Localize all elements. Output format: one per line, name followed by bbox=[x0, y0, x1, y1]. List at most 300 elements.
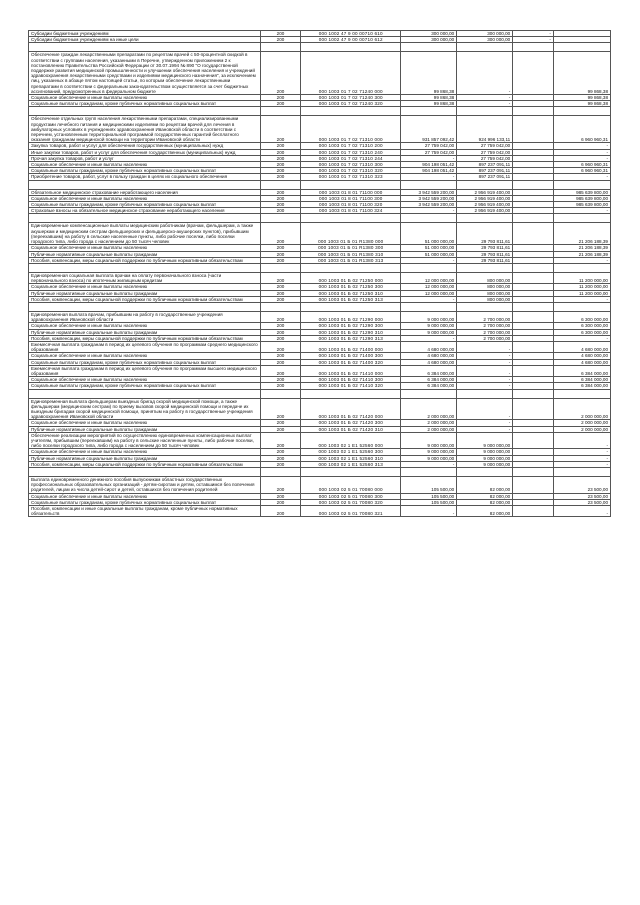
row-approved-cell: 4 680 000,00 bbox=[401, 341, 457, 352]
row-admin-code-cell bbox=[260, 468, 301, 477]
row-executed-cell: - bbox=[457, 359, 513, 365]
row-remaining-cell: 6 300 000,00 bbox=[553, 323, 610, 329]
table-row bbox=[29, 43, 611, 52]
row-admin-code-cell bbox=[260, 214, 301, 223]
table-row bbox=[29, 432, 611, 449]
row-extra-cell bbox=[513, 263, 554, 272]
table-row bbox=[29, 116, 611, 143]
row-approved-cell: 3 942 559 200,00 bbox=[401, 189, 457, 195]
row-approved-cell: 12 000 000,00 bbox=[401, 284, 457, 290]
row-approved-cell bbox=[401, 389, 457, 398]
row-budget-code-cell: 000 1003 01 7 02 71240 000 bbox=[301, 52, 401, 95]
row-name-cell: Ежемесячная выплата гражданам в период их целевого обучения по программам среднего медицинского образования bbox=[29, 341, 261, 352]
row-remaining-cell: - bbox=[553, 449, 610, 455]
row-name-cell: Пособия, компенсации, меры социальной поддержки по публичным нормативным обязательствам bbox=[29, 335, 261, 341]
table-row bbox=[29, 272, 611, 283]
row-budget-code-cell: 000 1003 01 Б 02 71290 313 bbox=[301, 335, 401, 341]
row-budget-code-cell: 000 1003 01 Б 02 71420 000 bbox=[301, 398, 401, 420]
row-name-cell: Социальное обеспечение и иные выплаты населению bbox=[29, 323, 261, 329]
row-admin-code-cell: 200 bbox=[260, 449, 301, 455]
row-admin-code-cell: 200 bbox=[260, 149, 301, 155]
row-name-cell: Социальные выплаты гражданам, кроме публичных нормативных социальных выплат bbox=[29, 168, 261, 174]
table-row bbox=[29, 468, 611, 477]
row-approved-cell: 4 680 000,00 bbox=[401, 359, 457, 365]
row-extra-cell bbox=[513, 389, 554, 398]
row-name-cell bbox=[29, 389, 261, 398]
row-admin-code-cell: 200 bbox=[260, 101, 301, 107]
row-approved-cell: 99 868,38 bbox=[401, 52, 457, 95]
table-row bbox=[29, 341, 611, 352]
row-approved-cell: 9 000 000,00 bbox=[401, 323, 457, 329]
row-budget-code-cell bbox=[301, 43, 401, 52]
row-approved-cell: - bbox=[401, 257, 457, 263]
row-executed-cell: 2 956 919 400,00 bbox=[457, 189, 513, 195]
row-approved-cell: 2 000 000,00 bbox=[401, 398, 457, 420]
row-executed-cell: - bbox=[457, 365, 513, 376]
row-name-cell: Социальное обеспечение и иные выплаты населению bbox=[29, 353, 261, 359]
table-row bbox=[29, 107, 611, 116]
row-executed-cell bbox=[457, 263, 513, 272]
row-executed-cell: 300 000,00 bbox=[457, 31, 513, 37]
row-approved-cell: 105 500,00 bbox=[401, 499, 457, 505]
row-executed-cell: 2 700 000,00 bbox=[457, 335, 513, 341]
row-admin-code-cell: 200 bbox=[260, 323, 301, 329]
row-name-cell: Социальное обеспечение и иные выплаты населению bbox=[29, 162, 261, 168]
row-name-cell bbox=[29, 302, 261, 311]
row-extra-cell bbox=[513, 311, 554, 322]
row-budget-code-cell: 000 1003 01 7 02 71310 323 bbox=[301, 174, 401, 180]
row-executed-cell: 9 000 000,00 bbox=[457, 461, 513, 467]
row-approved-cell: 3 942 559 200,00 bbox=[401, 195, 457, 201]
row-approved-cell: 2 000 000,00 bbox=[401, 426, 457, 432]
row-budget-code-cell: 000 1003 01 Б 02 71420 300 bbox=[301, 420, 401, 426]
row-admin-code-cell: 200 bbox=[260, 284, 301, 290]
row-extra-cell bbox=[513, 365, 554, 376]
row-remaining-cell: 6 300 000,00 bbox=[553, 311, 610, 322]
row-remaining-cell: - bbox=[553, 296, 610, 302]
row-budget-code-cell: 000 1003 01 Б 02 71400 000 bbox=[301, 341, 401, 352]
row-executed-cell: 82 000,00 bbox=[457, 493, 513, 499]
row-remaining-cell bbox=[553, 302, 610, 311]
row-admin-code-cell: 200 bbox=[260, 377, 301, 383]
row-budget-code-cell: 000 1003 01 Б 02 71250 300 bbox=[301, 284, 401, 290]
row-approved-cell: 99 868,38 bbox=[401, 95, 457, 101]
row-name-cell: Социальное обеспечение и иные выплаты населению bbox=[29, 195, 261, 201]
row-budget-code-cell: 000 1003 01 Б 02 71250 000 bbox=[301, 272, 401, 283]
row-budget-code-cell: 000 1003 01 Б 02 71290 000 bbox=[301, 311, 401, 322]
row-executed-cell: - bbox=[457, 353, 513, 359]
row-admin-code-cell: 200 bbox=[260, 461, 301, 467]
row-remaining-cell: - bbox=[553, 335, 610, 341]
row-admin-code-cell: 200 bbox=[260, 189, 301, 195]
row-name-cell: Публичные нормативные социальные выплаты гражданам bbox=[29, 329, 261, 335]
row-name-cell: Публичные нормативные социальные выплаты гражданам bbox=[29, 426, 261, 432]
row-executed-cell: 27 759 042,00 bbox=[457, 155, 513, 161]
row-admin-code-cell: 200 bbox=[260, 426, 301, 432]
row-remaining-cell: 6 960 960,31 bbox=[553, 168, 610, 174]
row-admin-code-cell bbox=[260, 263, 301, 272]
table-row bbox=[29, 223, 611, 245]
row-budget-code-cell bbox=[301, 107, 401, 116]
row-admin-code-cell: 200 bbox=[260, 251, 301, 257]
row-budget-code-cell: 000 1003 01 7 02 71310 200 bbox=[301, 143, 401, 149]
table-row bbox=[29, 263, 611, 272]
budget-table-body bbox=[29, 31, 611, 517]
row-remaining-cell bbox=[553, 263, 610, 272]
row-name-cell: Социальные выплаты гражданам, кроме публичных нормативных социальных выплат bbox=[29, 359, 261, 365]
row-executed-cell: 27 759 042,00 bbox=[457, 143, 513, 149]
row-approved-cell bbox=[401, 43, 457, 52]
row-name-cell: Обязательное медицинское страхование неработающего населения bbox=[29, 189, 261, 195]
row-admin-code-cell: 200 bbox=[260, 383, 301, 389]
row-budget-code-cell: 000 1003 01 Б 02 71290 300 bbox=[301, 323, 401, 329]
row-executed-cell: - bbox=[457, 420, 513, 426]
table-row bbox=[29, 506, 611, 517]
row-executed-cell: 9 000 000,00 bbox=[457, 455, 513, 461]
row-name-cell bbox=[29, 468, 261, 477]
row-admin-code-cell: 200 bbox=[260, 477, 301, 494]
row-budget-code-cell: 000 1003 01 Б 01 R1380 313 bbox=[301, 257, 401, 263]
row-executed-cell bbox=[457, 180, 513, 189]
row-executed-cell bbox=[457, 107, 513, 116]
row-remaining-cell: 99 868,38 bbox=[553, 95, 610, 101]
row-remaining-cell: 2 000 000,00 bbox=[553, 420, 610, 426]
row-budget-code-cell bbox=[301, 389, 401, 398]
row-approved-cell: 300 000,00 bbox=[401, 31, 457, 37]
row-approved-cell: - bbox=[401, 208, 457, 214]
row-admin-code-cell: 200 bbox=[260, 202, 301, 208]
row-remaining-cell: - bbox=[553, 257, 610, 263]
row-admin-code-cell bbox=[260, 43, 301, 52]
row-name-cell: Социальные выплаты гражданам, кроме публичных нормативных социальных выплат bbox=[29, 101, 261, 107]
row-remaining-cell: 6 384 000,00 bbox=[553, 383, 610, 389]
row-executed-cell: 924 996 133,11 bbox=[457, 116, 513, 143]
row-approved-cell: - bbox=[401, 335, 457, 341]
row-budget-code-cell: 000 1003 01 Б 02 71410 300 bbox=[301, 377, 401, 383]
row-name-cell: Субсидии бюджетным учреждениям на иные цели bbox=[29, 37, 261, 43]
row-remaining-cell: - bbox=[553, 174, 610, 180]
row-approved-cell: 6 384 000,00 bbox=[401, 383, 457, 389]
row-remaining-cell: 23 500,00 bbox=[553, 499, 610, 505]
row-approved-cell: - bbox=[401, 174, 457, 180]
row-name-cell: Социальное обеспечение и иные выплаты населению bbox=[29, 245, 261, 251]
row-budget-code-cell: 000 1002 47 9 00 00710 610 bbox=[301, 31, 401, 37]
row-name-cell: Социальные выплаты гражданам, кроме публичных нормативных социальных выплат bbox=[29, 202, 261, 208]
row-name-cell: Обеспечение реализации мероприятий по осуществлению единовременных компенсационных выплат учителям, прибывшим (переехавшим) на работу в сельские населенные пункты, либо рабочие поселки, либо поселки городского типа, либо города с населением до 50 тысяч человек bbox=[29, 432, 261, 449]
row-approved-cell bbox=[401, 180, 457, 189]
row-admin-code-cell bbox=[260, 389, 301, 398]
row-name-cell: Субсидии бюджетным учреждениям bbox=[29, 31, 261, 37]
row-budget-code-cell: 000 1003 01 Б 02 71400 320 bbox=[301, 359, 401, 365]
row-executed-cell: 897 237 091,11 bbox=[457, 174, 513, 180]
row-approved-cell: 931 857 092,42 bbox=[401, 116, 457, 143]
row-approved-cell: - bbox=[401, 296, 457, 302]
row-name-cell: Единовременные компенсационные выплаты медицинским работникам (врачам, фельдшерам, а также акушеркам и медицинским сестрам фельдшерских и фельдшерско-акушерских пунктов), прибывшим (переехавшим) на работу в сельские населенные пункты, либо рабочие поселки, либо поселки городского типа, либо города с населением до 50 тысяч человек bbox=[29, 223, 261, 245]
table-row bbox=[29, 52, 611, 95]
row-budget-code-cell bbox=[301, 214, 401, 223]
row-name-cell: Социальные выплаты гражданам, кроме публичных нормативных социальных выплат bbox=[29, 499, 261, 505]
row-remaining-cell: 6 384 000,00 bbox=[553, 377, 610, 383]
row-name-cell: Социальное обеспечение и иные выплаты населению bbox=[29, 493, 261, 499]
row-admin-code-cell: 200 bbox=[260, 155, 301, 161]
row-admin-code-cell: 200 bbox=[260, 272, 301, 283]
row-remaining-cell: 23 500,00 bbox=[553, 493, 610, 499]
row-budget-code-cell: 000 1003 02 1 Е1 52560 310 bbox=[301, 455, 401, 461]
row-admin-code-cell: 200 bbox=[260, 195, 301, 201]
row-approved-cell bbox=[401, 263, 457, 272]
row-approved-cell bbox=[401, 107, 457, 116]
row-admin-code-cell: 200 bbox=[260, 493, 301, 499]
row-approved-cell: 300 000,00 bbox=[401, 37, 457, 43]
row-budget-code-cell: 000 1003 01 Б 01 R1380 310 bbox=[301, 251, 401, 257]
row-name-cell: Социальные выплаты гражданам, кроме публичных нормативных социальных выплат bbox=[29, 383, 261, 389]
row-budget-code-cell: 000 1003 01 7 02 71310 244 bbox=[301, 155, 401, 161]
row-name-cell: Страховые взносы на обязательное медицинское страхование неработающего населения bbox=[29, 208, 261, 214]
row-budget-code-cell: 000 1003 01 8 01 71100 324 bbox=[301, 208, 401, 214]
row-approved-cell: 4 680 000,00 bbox=[401, 353, 457, 359]
row-executed-cell: - bbox=[457, 377, 513, 383]
row-admin-code-cell: 200 bbox=[260, 341, 301, 352]
row-admin-code-cell: 200 bbox=[260, 257, 301, 263]
row-remaining-cell: - bbox=[553, 143, 610, 149]
row-admin-code-cell: 200 bbox=[260, 365, 301, 376]
row-remaining-cell: - bbox=[553, 455, 610, 461]
row-budget-code-cell: 000 1003 01 Б 01 R1380 000 bbox=[301, 223, 401, 245]
row-extra-cell bbox=[513, 477, 554, 494]
row-approved-cell: 51 000 000,00 bbox=[401, 245, 457, 251]
row-admin-code-cell bbox=[260, 302, 301, 311]
row-remaining-cell: 23 500,00 bbox=[553, 477, 610, 494]
row-name-cell: Закупка товаров, работ и услуг для обеспечения государственных (муниципальных) нужд bbox=[29, 143, 261, 149]
row-approved-cell: 3 942 559 200,00 bbox=[401, 202, 457, 208]
row-extra-cell bbox=[513, 302, 554, 311]
row-remaining-cell: 21 206 188,39 bbox=[553, 251, 610, 257]
row-approved-cell: - bbox=[401, 155, 457, 161]
row-executed-cell: 2 700 000,00 bbox=[457, 323, 513, 329]
row-name-cell bbox=[29, 43, 261, 52]
row-executed-cell: - bbox=[457, 383, 513, 389]
table-row bbox=[29, 389, 611, 398]
row-executed-cell: 29 793 811,61 bbox=[457, 245, 513, 251]
row-extra-cell bbox=[513, 506, 554, 517]
row-name-cell: Публичные нормативные социальные выплаты гражданам bbox=[29, 290, 261, 296]
row-approved-cell: 9 000 000,00 bbox=[401, 455, 457, 461]
row-budget-code-cell: 000 1003 02 1 Е1 52560 300 bbox=[301, 449, 401, 455]
row-admin-code-cell: 200 bbox=[260, 506, 301, 517]
row-budget-code-cell: 000 1003 01 7 02 71310 000 bbox=[301, 116, 401, 143]
row-admin-code-cell: 200 bbox=[260, 329, 301, 335]
row-extra-cell bbox=[513, 398, 554, 420]
row-remaining-cell bbox=[553, 180, 610, 189]
table-row bbox=[29, 398, 611, 420]
row-remaining-cell: 4 680 000,00 bbox=[553, 359, 610, 365]
row-admin-code-cell: 200 bbox=[260, 116, 301, 143]
row-extra-cell bbox=[513, 116, 554, 143]
row-admin-code-cell: 200 bbox=[260, 168, 301, 174]
row-name-cell: Социальное обеспечение и иные выплаты населению bbox=[29, 420, 261, 426]
row-remaining-cell: 21 206 188,39 bbox=[553, 245, 610, 251]
row-approved-cell bbox=[401, 302, 457, 311]
row-remaining-cell bbox=[553, 468, 610, 477]
row-name-cell: Выплата единовременного денежного пособия выпускникам областных государственных профессиональных образовательных организаций - детям-сиротам и детям, оставшимся без попечения родителей, лицам из числа детей-сирот и детей, оставшихся без попечения родителей bbox=[29, 477, 261, 494]
row-budget-code-cell: 000 1003 01 7 02 71240 320 bbox=[301, 101, 401, 107]
row-name-cell: Социальное обеспечение и иные выплаты населению bbox=[29, 95, 261, 101]
row-remaining-cell: 11 200 000,00 bbox=[553, 290, 610, 296]
row-approved-cell: 51 000 000,00 bbox=[401, 251, 457, 257]
row-approved-cell: 105 500,00 bbox=[401, 493, 457, 499]
row-name-cell bbox=[29, 263, 261, 272]
row-approved-cell: 9 000 000,00 bbox=[401, 329, 457, 335]
row-executed-cell: 29 793 811,61 bbox=[457, 257, 513, 263]
row-executed-cell bbox=[457, 214, 513, 223]
row-remaining-cell: 21 206 188,39 bbox=[553, 223, 610, 245]
row-admin-code-cell: 200 bbox=[260, 398, 301, 420]
row-budget-code-cell: 000 1003 02 5 01 70080 300 bbox=[301, 493, 401, 499]
row-budget-code-cell bbox=[301, 468, 401, 477]
row-remaining-cell: 4 680 000,00 bbox=[553, 353, 610, 359]
row-budget-code-cell: 000 1003 01 7 02 71310 300 bbox=[301, 162, 401, 168]
row-budget-code-cell: 000 1003 01 Б 02 71400 300 bbox=[301, 353, 401, 359]
row-admin-code-cell: 200 bbox=[260, 455, 301, 461]
row-remaining-cell bbox=[553, 389, 610, 398]
row-extra-cell bbox=[513, 107, 554, 116]
table-row bbox=[29, 214, 611, 223]
row-admin-code-cell: 200 bbox=[260, 335, 301, 341]
row-executed-cell: - bbox=[457, 95, 513, 101]
table-row bbox=[29, 311, 611, 322]
row-executed-cell: 2 956 919 400,00 bbox=[457, 208, 513, 214]
row-remaining-cell bbox=[553, 214, 610, 223]
row-extra-cell bbox=[513, 272, 554, 283]
row-remaining-cell bbox=[553, 43, 610, 52]
row-extra-cell: - bbox=[513, 31, 554, 37]
row-approved-cell: 51 000 000,00 bbox=[401, 223, 457, 245]
row-name-cell: Публичные нормативные социальные выплаты гражданам bbox=[29, 455, 261, 461]
row-extra-cell bbox=[513, 214, 554, 223]
row-executed-cell: 82 000,00 bbox=[457, 499, 513, 505]
row-name-cell: Обеспечение отдельных групп населения лекарственными препаратами, специализированными продуктами лечебного питания и медицинскими изделиями по рецептам врачей для лечения в амбулаторных условиях в учреждениях здравоохранения Ивановской области в соответствии с перечнем, установленным территориальной программой государственных гарантий бесплатного оказания гражданам медицинской помощи на территории Ивановской области bbox=[29, 116, 261, 143]
row-remaining-cell: 11 200 000,00 bbox=[553, 284, 610, 290]
row-budget-code-cell: 000 1003 02 5 01 70080 000 bbox=[301, 477, 401, 494]
row-admin-code-cell: 200 bbox=[260, 290, 301, 296]
row-executed-cell bbox=[457, 43, 513, 52]
row-remaining-cell: 6 384 000,00 bbox=[553, 365, 610, 376]
row-executed-cell: 800 000,00 bbox=[457, 296, 513, 302]
row-executed-cell: 27 759 042,00 bbox=[457, 149, 513, 155]
row-remaining-cell: 2 000 000,00 bbox=[553, 426, 610, 432]
row-remaining-cell: 985 639 800,00 bbox=[553, 202, 610, 208]
row-name-cell: Пособия, компенсации, меры социальной поддержки по публичным нормативным обязательствам bbox=[29, 296, 261, 302]
row-executed-cell: 2 956 919 400,00 bbox=[457, 195, 513, 201]
row-admin-code-cell: 200 bbox=[260, 353, 301, 359]
row-approved-cell: 27 759 042,00 bbox=[401, 143, 457, 149]
row-budget-code-cell bbox=[301, 302, 401, 311]
row-approved-cell: 27 759 042,00 bbox=[401, 149, 457, 155]
table-row bbox=[29, 477, 611, 494]
row-admin-code-cell bbox=[260, 180, 301, 189]
row-approved-cell: 6 384 000,00 bbox=[401, 377, 457, 383]
row-name-cell bbox=[29, 180, 261, 189]
row-name-cell: Публичные нормативные социальные выплаты гражданам bbox=[29, 251, 261, 257]
row-extra-cell bbox=[513, 341, 554, 352]
row-budget-code-cell: 000 1003 01 Б 02 71420 310 bbox=[301, 426, 401, 432]
row-name-cell: Обеспечение граждан лекарственными препаратами по рецептам врачей с 50-процентной скидкой в соответствии с группами населения, указанными в Перечне, утвержденном приложением 2 к постановлению Правительства Российской Федерации от 30.07.1994 № 890 "О государственной поддержке развития медицинской промышленности и улучшении обеспечения населения и учреждений здравоохранения лекарственными средствами и изделиями медицинского назначения", за исключением лиц, указанных в абзаце пятом настоящей статьи, по которым обеспечение лекарственными препаратами в соответствии с федеральным законодательством осуществляется за счет бюджетных ассигнований, предусмотренных в федеральном бюджете bbox=[29, 52, 261, 95]
row-name-cell: Ежемесячная выплата гражданам в период их целевого обучения по программам высшего медицинского образования bbox=[29, 365, 261, 376]
row-executed-cell bbox=[457, 389, 513, 398]
row-executed-cell: 897 237 091,11 bbox=[457, 168, 513, 174]
row-budget-code-cell: 000 1003 01 7 02 71240 300 bbox=[301, 95, 401, 101]
row-admin-code-cell: 200 bbox=[260, 95, 301, 101]
row-name-cell: Прочая закупка товаров, работ и услуг bbox=[29, 155, 261, 161]
row-admin-code-cell: 200 bbox=[260, 208, 301, 214]
row-admin-code-cell: 200 bbox=[260, 37, 301, 43]
row-admin-code-cell: 200 bbox=[260, 31, 301, 37]
row-executed-cell: 82 000,00 bbox=[457, 477, 513, 494]
table-row bbox=[29, 302, 611, 311]
row-name-cell: Пособия, компенсации, меры социальной поддержки по публичным нормативным обязательствам bbox=[29, 257, 261, 263]
row-budget-code-cell: 000 1002 47 9 00 00710 612 bbox=[301, 37, 401, 43]
row-budget-code-cell: 000 1003 01 Б 02 71410 000 bbox=[301, 365, 401, 376]
row-executed-cell: 897 237 091,11 bbox=[457, 162, 513, 168]
row-executed-cell: 800 000,00 bbox=[457, 284, 513, 290]
row-name-cell: Приобретение товаров, работ, услуг в пользу граждан в целях их социального обеспечения bbox=[29, 174, 261, 180]
row-extra-cell bbox=[513, 432, 554, 449]
row-executed-cell: 9 000 000,00 bbox=[457, 432, 513, 449]
row-remaining-cell: 6 960 960,31 bbox=[553, 162, 610, 168]
row-approved-cell: 9 000 000,00 bbox=[401, 449, 457, 455]
row-budget-code-cell: 000 1003 01 Б 02 71290 310 bbox=[301, 329, 401, 335]
row-remaining-cell: - bbox=[553, 461, 610, 467]
row-admin-code-cell: 200 bbox=[260, 52, 301, 95]
row-executed-cell: 29 793 811,61 bbox=[457, 223, 513, 245]
row-approved-cell: - bbox=[401, 506, 457, 517]
row-admin-code-cell: 200 bbox=[260, 432, 301, 449]
row-name-cell: Единовременная выплата фельдшерам выездных бригад скорой медицинской помощи, а также фельдшерам (медицинским сестрам) по приему вызовов скорой медицинской помощи и передаче их выездным бригадам скорой медицинской помощи, принятым на работу в государственные учреждения здравоохранения Ивановской области bbox=[29, 398, 261, 420]
row-remaining-cell: - bbox=[553, 432, 610, 449]
row-approved-cell: 12 000 000,00 bbox=[401, 272, 457, 283]
row-approved-cell: 9 000 000,00 bbox=[401, 311, 457, 322]
row-executed-cell: 2 700 000,00 bbox=[457, 311, 513, 322]
table-row bbox=[29, 180, 611, 189]
row-approved-cell: 2 000 000,00 bbox=[401, 420, 457, 426]
row-remaining-cell: - bbox=[553, 155, 610, 161]
row-remaining-cell bbox=[553, 107, 610, 116]
table-row bbox=[29, 365, 611, 376]
row-budget-code-cell: 000 1003 02 1 Е1 52560 000 bbox=[301, 432, 401, 449]
row-approved-cell: 904 198 051,42 bbox=[401, 162, 457, 168]
row-budget-code-cell: 000 1003 01 Б 02 71250 310 bbox=[301, 290, 401, 296]
row-remaining-cell: 11 200 000,00 bbox=[553, 272, 610, 283]
row-executed-cell: - bbox=[457, 52, 513, 95]
row-budget-code-cell bbox=[301, 180, 401, 189]
budget-table bbox=[28, 30, 611, 517]
row-remaining-cell: 985 639 800,00 bbox=[553, 195, 610, 201]
row-admin-code-cell: 200 bbox=[260, 296, 301, 302]
row-budget-code-cell: 000 1003 01 8 01 71100 300 bbox=[301, 195, 401, 201]
row-executed-cell: 2 700 000,00 bbox=[457, 329, 513, 335]
row-admin-code-cell: 200 bbox=[260, 420, 301, 426]
row-remaining-cell: - bbox=[553, 149, 610, 155]
row-remaining-cell: 985 639 800,00 bbox=[553, 189, 610, 195]
row-executed-cell bbox=[457, 302, 513, 311]
row-admin-code-cell: 200 bbox=[260, 162, 301, 168]
row-budget-code-cell: 000 1003 01 Б 02 71250 313 bbox=[301, 296, 401, 302]
row-executed-cell bbox=[457, 468, 513, 477]
row-budget-code-cell: 000 1003 01 8 01 71100 320 bbox=[301, 202, 401, 208]
row-approved-cell bbox=[401, 468, 457, 477]
row-name-cell: Единовременная выплата врачам, прибывшим на работу в государственные учреждения здравоохранения Ивановской области bbox=[29, 311, 261, 322]
row-approved-cell bbox=[401, 214, 457, 223]
